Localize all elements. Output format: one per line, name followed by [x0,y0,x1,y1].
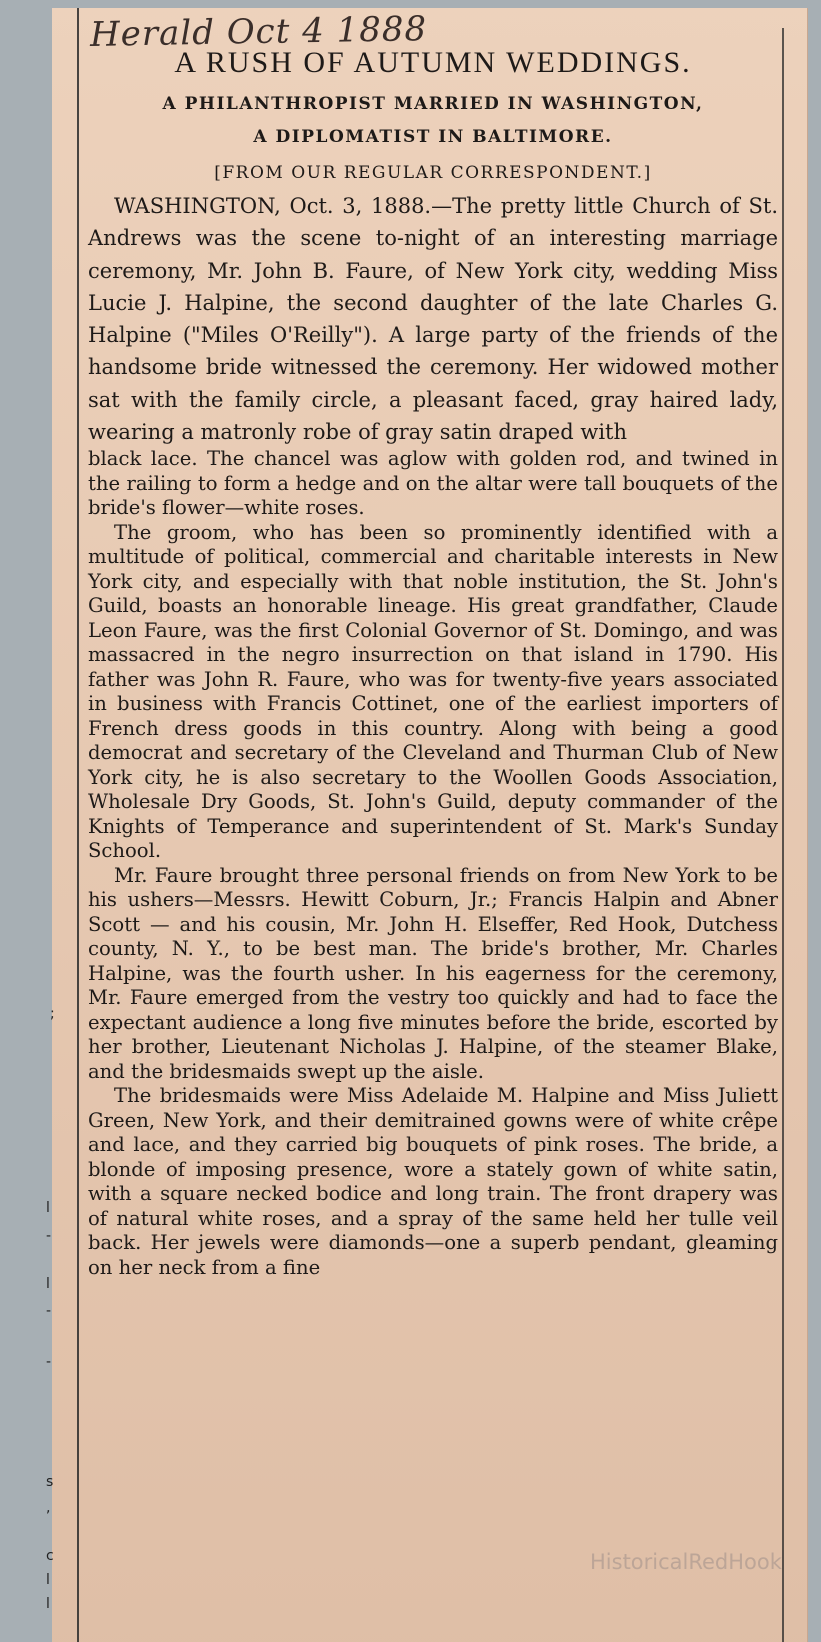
gutter-mark: s [46,1474,54,1490]
article [88,8,778,1280]
gutter-mark: l [46,1572,50,1588]
gutter-mark: - [46,1354,52,1370]
paragraph-lead-continued: black lace. The chancel was aglow with golden rod, and twined in the railing to form a hedge and on the altar were tall bouquets of the bride's flower—white roses. [88,447,778,520]
watermark-text: HistoricalRedHook [590,1550,782,1574]
gutter-mark: - [46,1303,52,1319]
paragraph-lead: WASHINGTON, Oct. 3, 1888.—The pretty little Church of St. Andrews was the scene to-night of an interesting marriage ceremony, Mr. John B. Faure, of New York city, wedding Miss Lucie J. Halpine, the second daughter of the late Charles G. Halpine ("Miles O'Reilly"). A large party of the friends of the handsome bride witnessed the ceremony. Her widowed mother sat with the family circle, a pleasant faced, gray haired lady, wearing a matronly robe of gray satin draped with [88,194,778,445]
article-headline: A RUSH OF AUTUMN WEDDINGS. [174,46,692,79]
handwritten-date-note: Herald Oct 4 1888 [89,9,428,55]
column-rule-left [77,8,79,1642]
article-subhead-1: A PHILANTHROPIST MARRIED IN WASHINGTON, [162,94,704,114]
body-text-block [88,447,778,1280]
paragraph-groom: The groom, who has been so prominently identified with a multitude of political, commercial and charitable interests in New York city, and especially with that noble institution, the St. John's Guild, boasts an honorable lineage. His great grandfather, Claude Leon Faure, was the first Colonial Governor of St. Domingo, and was massacred in the negro insurrection on that island in 1790. His father was John R. Faure, who was for twenty-five years associated in business with Francis Cottinet, one of the earliest importers of French dress goods in this country. Along with being a good democrat and secretary of the Cleveland and Thurman Club of New York city, he is also secretary to the Woollen Goods Association, Wholesale Dry Goods, St. John's Guild, deputy commander of the Knights of Temperance and superintendent of St. Mark's Sunday School. [88,520,778,863]
gutter-mark: l [46,1596,50,1612]
gutter-mark: ; [50,1006,55,1022]
gutter-mark: - [46,1228,52,1244]
gutter-mark: c [46,1548,54,1564]
column-rule-right [782,28,784,1642]
gutter-mark: l [46,1276,50,1292]
paragraph-bridesmaids: The bridesmaids were Miss Adelaide M. Halpine and Miss Juliett Green, New York, and their demitrained gowns were of white crêpe and lace, and they carried big bouquets of pink roses. The bride, a blonde of imposing presence, wore a stately gown of white satin, with a square necked bodice and long train. The front drapery was of natural white roses, and a spray of the same held her tulle veil back. Her jewels were diamonds—one a superb pendant, gleaming on her neck from a fine [88,1084,778,1279]
gutter-mark: l [46,1200,50,1216]
newspaper-clipping [52,8,807,1642]
paragraph-ushers: Mr. Faure brought three personal friends on from New York to be his ushers—Messrs. Hewitt Coburn, Jr.; Francis Halpin and Abner Scott — and his cousin, Mr. John H. Elseffer, Red Hook, Dutchess county, N. Y., to be best man. The bride's brother, Mr. Charles Halpine, was the fourth usher. In his eagerness for the ceremony, Mr. Faure emerged from the vestry too quickly and had to face the expectant audience a long five minutes before the bride, escorted by her brother, Lieutenant Nicholas J. Halpine, of the steamer Blake, and the bridesmaids swept up the aisle. [88,863,778,1083]
gutter-mark: , [46,1500,51,1516]
lead-paragraph-block [88,190,778,448]
article-subhead-2: A DIPLOMATIST IN BALTIMORE. [253,127,613,147]
article-byline: [FROM OUR REGULAR CORRESPONDENT.] [214,163,652,183]
